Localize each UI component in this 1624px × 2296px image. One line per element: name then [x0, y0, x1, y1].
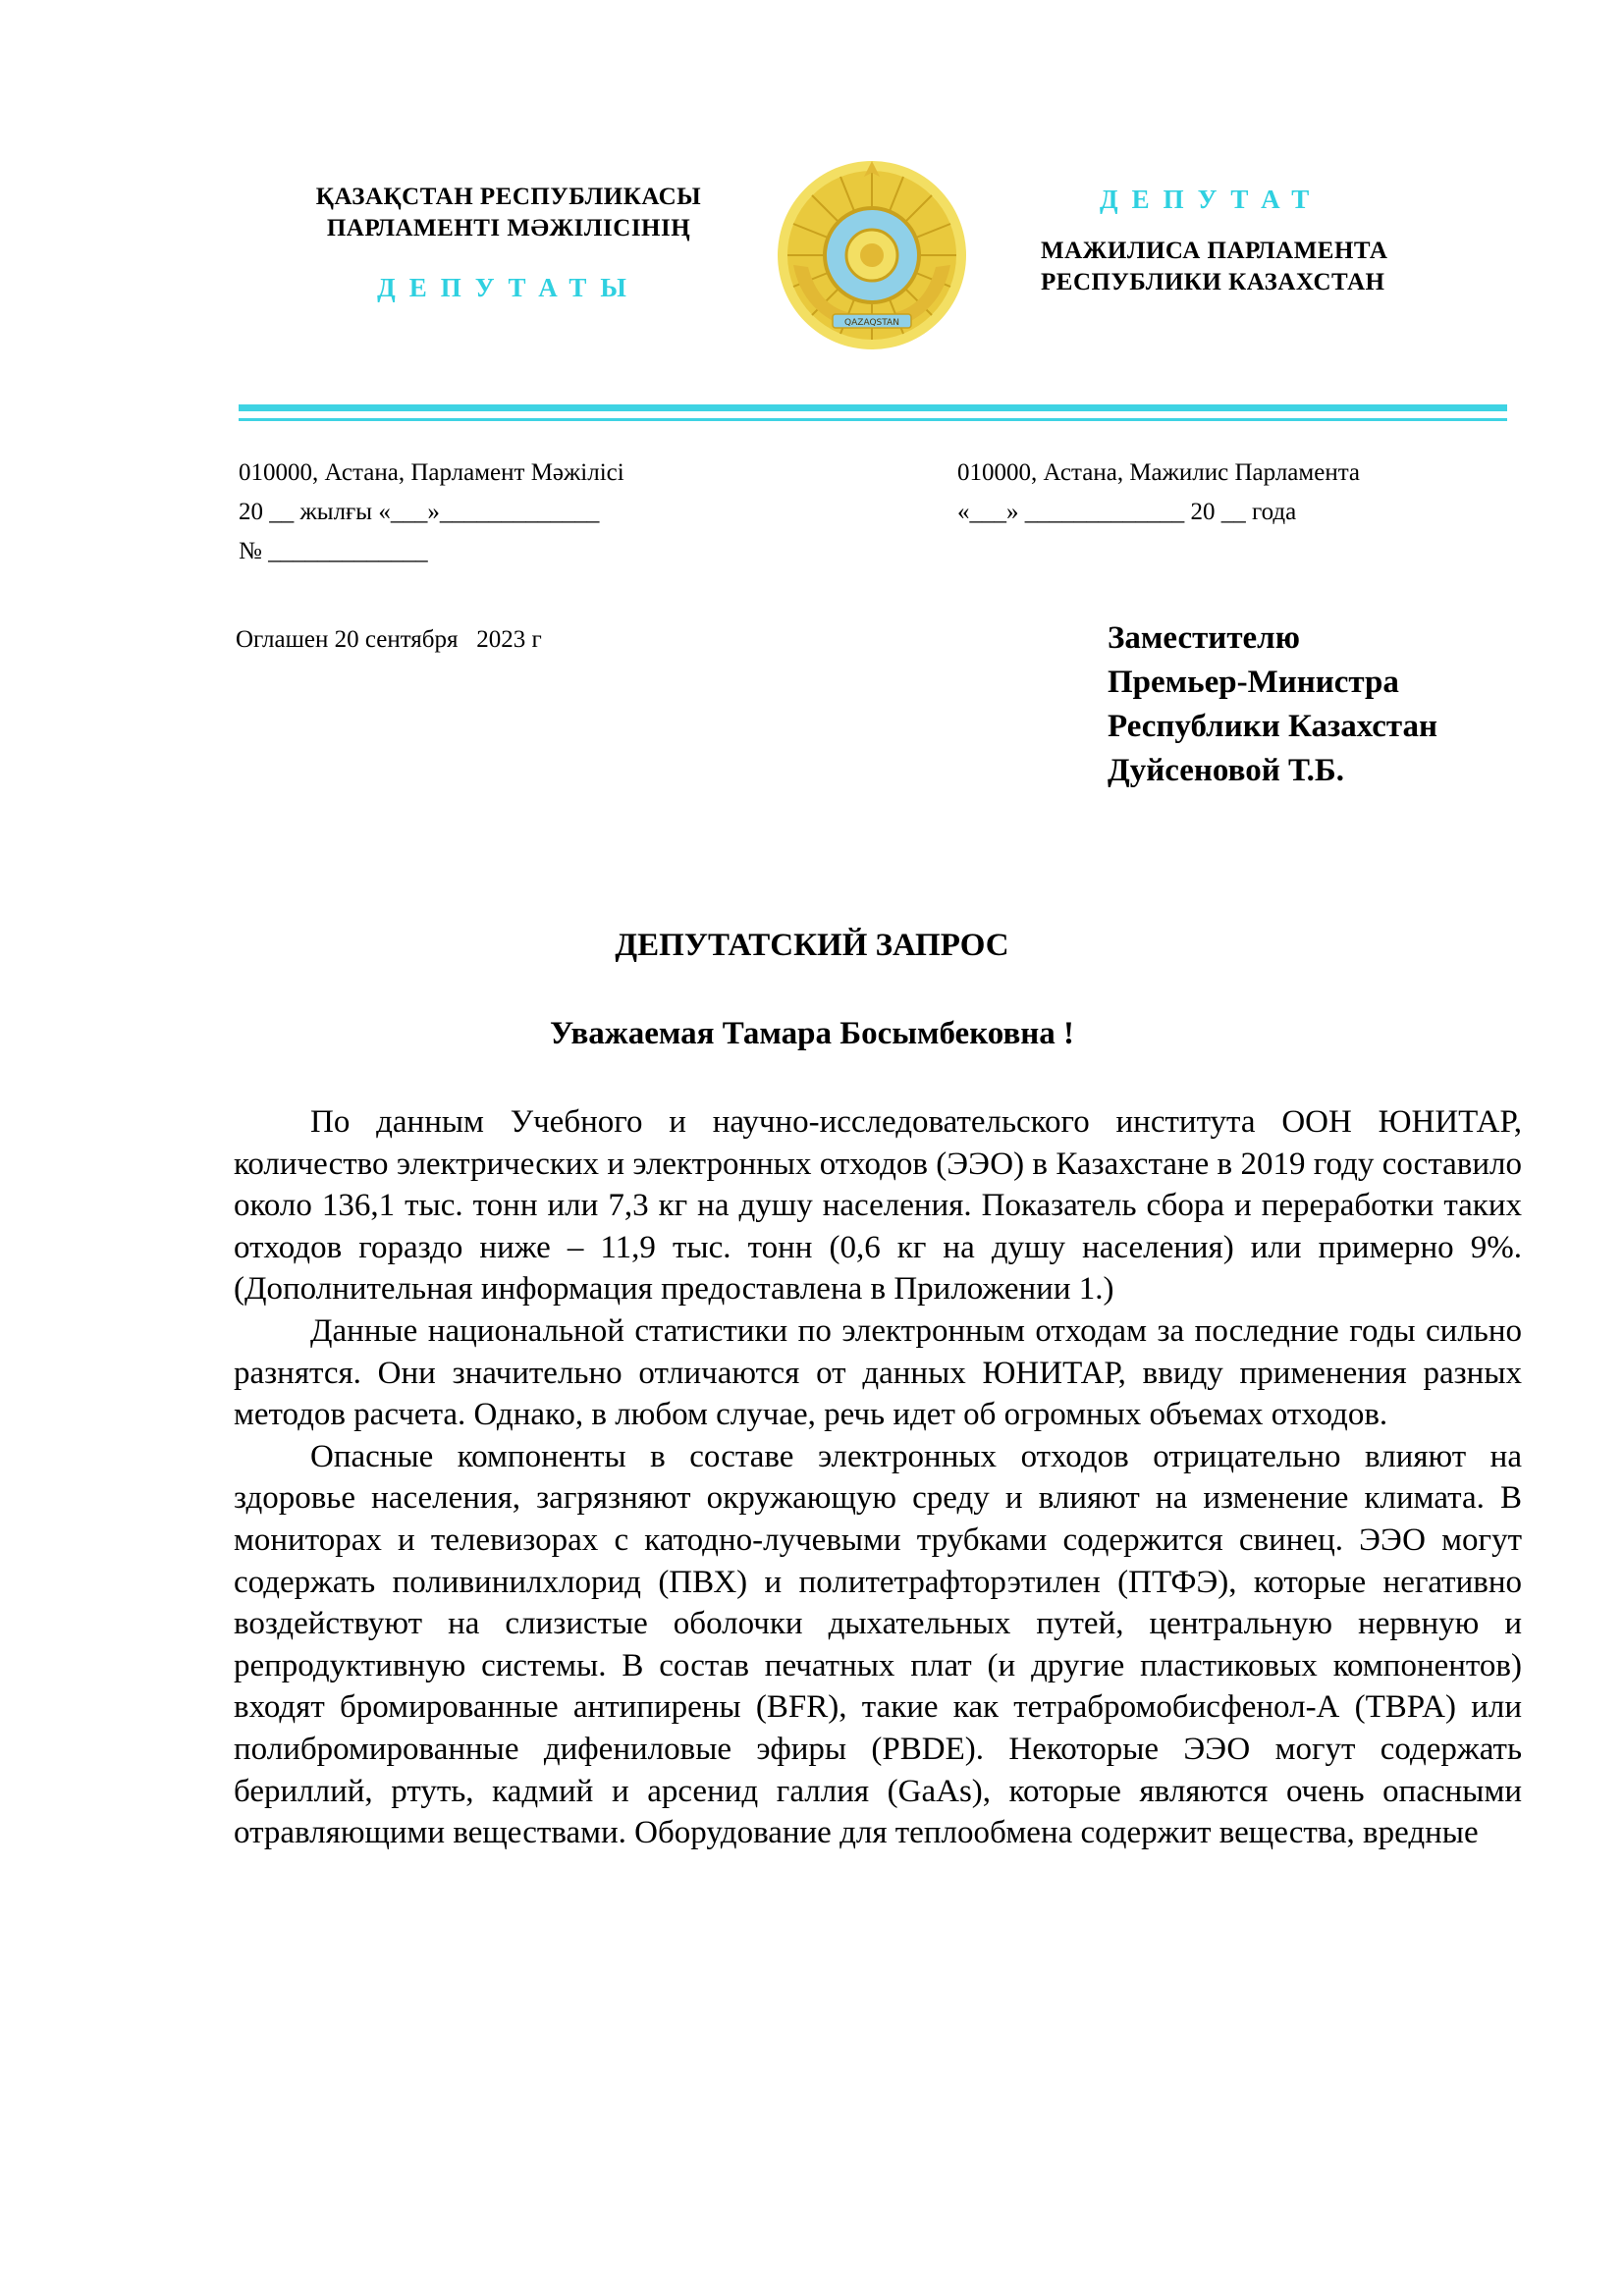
addressee-line1: Заместителю	[1108, 620, 1300, 656]
addressee-line3: Республики Казахстан	[1108, 709, 1438, 744]
letterhead-left-line1: ҚАЗАҚСТАН РЕСПУБЛИКАСЫ	[315, 184, 702, 210]
letterhead-right-line1: МАЖИЛИСА ПАРЛАМЕНТА	[1041, 238, 1388, 264]
letterhead-divider-thick	[239, 404, 1507, 411]
letterhead-right	[1041, 236, 1463, 298]
letterhead-left-line2: ПАРЛАМЕНТІ МӘЖІЛІСІНІҢ	[326, 215, 691, 241]
addressee-line2: Премьер-Министра	[1108, 665, 1399, 700]
letterhead-right-deputy: ДЕПУТАТ	[1100, 185, 1324, 214]
paragraph-2: Данные национальной статистики по электронным отходам за последние годы сильно разнятся. Они значительно отличаются от данных ЮНИТАР, ввиду применения разных методов расчета. Однако, в любом случае, речь идет об огромных объемах отходов.	[234, 1312, 1522, 1433]
addressee-block	[1108, 616, 1437, 793]
paragraph-3: Опасные компоненты в составе электронных отходов отрицательно влияют на здоровье населения, загрязняют окружающую среду и влияют на изменение климата. В мониторах и телевизорах с катодно-лучевыми трубками содержится свинец. ЭЭО могут содержать поливинилхлорид (ПВХ) и политетрафторэтилен (ПТФЭ), которые негативно воздействуют на слизистые оболочки дыхательных путей, центральную нервную и репродуктивную системы. В состав печатных плат (и другие пластиковых компонентов) входят бромированные антипирены (BFR), такие как тетрабромобисфенол-А (TBPA) или полибромированные дифениловые эфиры (PBDE). Некоторые ЭЭО могут содержать бериллий, ртуть, кадмий и арсенид галлия (GaAs), которые являются очень опасными отравляющими веществами. Оборудование для теплообмена содержит вещества, вредные	[234, 1438, 1522, 1851]
address-left-line3: № _____________	[239, 538, 428, 564]
address-left-line1: 010000, Астана, Парламент Мәжілісі	[239, 459, 624, 486]
greeting: Уважаемая Тамара Босымбековна !	[549, 1016, 1075, 1051]
document-title: ДЕПУТАТСКИЙ ЗАПРОС	[615, 928, 1009, 963]
address-right-line2: «___» _____________ 20 __ года	[957, 499, 1297, 525]
letterhead-right-line2: РЕСПУБЛИКИ КАЗАХСТАН	[1041, 269, 1385, 295]
letterhead-left-deputy: ДЕПУТАТЫ	[377, 273, 640, 302]
document-body	[234, 1101, 1522, 1854]
address-kazakh	[239, 454, 624, 571]
emblem-text: QAZAQSTAN	[844, 318, 899, 328]
announced-date: Оглашен 20 сентября 2023 г	[236, 626, 542, 653]
paragraph-1: По данным Учебного и научно-исследовательского института ООН ЮНИТАР, количество электрических и электронных отходов (ЭЭО) в Казахстане в 2019 году составило около 136,1 тыс. тонн или 7,3 кг на душу населения. Показатель сбора и переработки таких отходов гораздо ниже – 11,9 тыс. тонн (0,6 кг на душу населения) или примерно 9%. (Дополнительная информация предоставлена в Приложении 1.)	[234, 1104, 1522, 1308]
letterhead-left	[283, 182, 734, 244]
address-left-line2: 20 __ жылғы «___»_____________	[239, 499, 600, 525]
addressee-line4: Дуйсеновой Т.Б.	[1108, 753, 1344, 788]
letterhead-divider-thin	[239, 418, 1507, 421]
state-emblem-icon	[774, 157, 970, 353]
address-right-line1: 010000, Астана, Мажилис Парламента	[957, 459, 1361, 486]
address-russian	[957, 454, 1360, 532]
